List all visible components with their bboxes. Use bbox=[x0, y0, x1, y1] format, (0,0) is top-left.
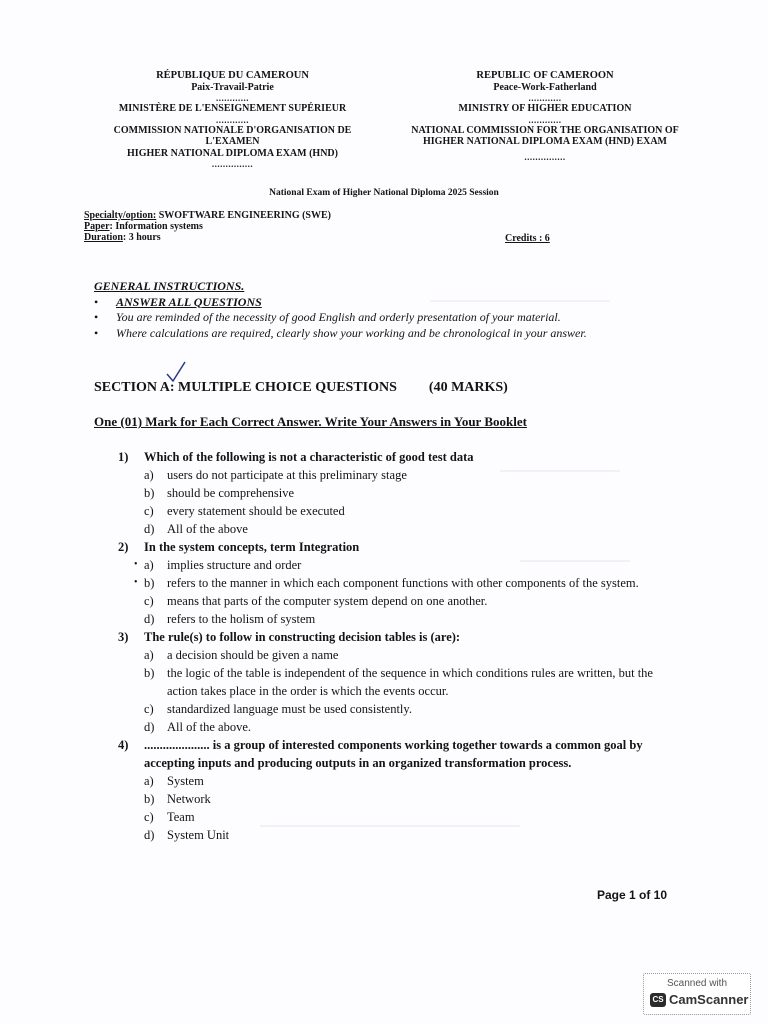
header-right-separator: ............ bbox=[528, 114, 562, 125]
header-right-ministry: MINISTRY OF HIGHER EDUCATION bbox=[458, 103, 632, 114]
pen-mark-icon: • bbox=[134, 577, 138, 588]
section-instruction: One (01) Mark for Each Correct Answer. Write Your Answers in Your Booklet bbox=[94, 414, 527, 429]
instruction-item: • ANSWER ALL QUESTIONS bbox=[94, 295, 587, 311]
answer-option bbox=[118, 664, 678, 700]
header-left bbox=[100, 70, 365, 169]
header-right-motto: Peace-Work-Fatherland bbox=[493, 81, 597, 93]
question-stem bbox=[118, 448, 678, 466]
scanner-name: CamScanner bbox=[669, 992, 749, 1007]
section-title: SECTION A: MULTIPLE CHOICE QUESTIONS (40 MARKS) bbox=[94, 380, 508, 395]
header-left-separator: ............... bbox=[211, 159, 254, 169]
option-text: a decision should be given a name bbox=[167, 648, 339, 662]
header-left-commission-2: L'EXAMEN bbox=[205, 136, 260, 147]
answer-option bbox=[118, 610, 678, 628]
general-instructions-title: GENERAL INSTRUCTIONS. bbox=[94, 279, 245, 293]
section-marks: (40 MARKS) bbox=[428, 380, 508, 395]
option-letter: c) bbox=[144, 810, 154, 824]
answer-option bbox=[118, 484, 678, 502]
question-stem bbox=[118, 538, 678, 556]
question-text: ..................... is a group of interested components working together towards a common goal by accepting inputs and producing outputs in an organized transformation process. bbox=[144, 738, 643, 770]
question-number: 2) bbox=[118, 540, 129, 554]
paper-value: : Information systems bbox=[109, 221, 203, 232]
option-letter: c) bbox=[144, 504, 154, 518]
option-text: Team bbox=[167, 810, 195, 824]
session-title: National Exam of Higher National Diploma 2025 Session bbox=[269, 188, 499, 198]
option-letter: d) bbox=[144, 720, 155, 734]
question-text: The rule(s) to follow in constructing decision tables is (are): bbox=[144, 630, 461, 644]
answer-option bbox=[118, 502, 678, 520]
credits: Credits : 6 bbox=[505, 233, 550, 244]
specialty-label: Specialty/option: bbox=[84, 210, 157, 221]
question-number: 3) bbox=[118, 630, 129, 644]
scanner-watermark bbox=[643, 973, 751, 1015]
question-stem bbox=[118, 628, 678, 646]
instruction-item: • Where calculations are required, clearly show your working and be chronological in your answer. bbox=[94, 326, 587, 342]
option-letter: d) bbox=[144, 522, 155, 536]
answer-option bbox=[118, 790, 678, 808]
option-text: should be comprehensive bbox=[167, 486, 295, 500]
option-text: the logic of the table is independent of the sequence in which conditions rules are written, but the action takes place in the order is which the events occur. bbox=[167, 666, 653, 698]
header-right-separator: ............... bbox=[524, 151, 566, 162]
header-left-motto: Paix-Travail-Patrie bbox=[191, 81, 274, 93]
question-item bbox=[118, 538, 678, 628]
question-item bbox=[118, 736, 678, 844]
option-text: refers to the manner in which each component functions with other components of the system. bbox=[167, 576, 639, 590]
answer-option bbox=[118, 826, 678, 844]
answer-option bbox=[118, 574, 678, 592]
option-letter: c) bbox=[144, 594, 154, 608]
header-left-separator: ............ bbox=[216, 114, 249, 125]
header-right-commission-1: NATIONAL COMMISSION FOR THE ORGANISATION OF bbox=[411, 124, 679, 136]
duration-value: : 3 hours bbox=[122, 232, 161, 243]
instruction-item: • You are reminded of the necessity of good English and orderly presentation of your material. bbox=[94, 310, 587, 326]
option-letter: b) bbox=[144, 792, 155, 806]
paper-label: Paper bbox=[84, 221, 110, 232]
answer-option bbox=[118, 466, 678, 484]
option-text: implies structure and order bbox=[167, 558, 302, 572]
option-letter: b) bbox=[144, 666, 155, 680]
header-left-separator: ............ bbox=[216, 93, 249, 103]
option-text: System Unit bbox=[167, 828, 230, 842]
answer-option bbox=[118, 520, 678, 538]
option-letter: d) bbox=[144, 612, 155, 626]
option-text: users do not participate at this preliminary stage bbox=[167, 468, 407, 482]
header-right-country: REPUBLIC OF CAMEROON bbox=[476, 70, 614, 81]
question-text: Which of the following is not a characteristic of good test data bbox=[144, 450, 474, 464]
scanner-top-text: Scanned with bbox=[666, 978, 728, 989]
option-letter: a) bbox=[144, 468, 154, 482]
option-letter: d) bbox=[144, 828, 155, 842]
header-left-country: RÉPUBLIQUE DU CAMEROUN bbox=[156, 70, 309, 81]
option-text: standardized language must be used consistently. bbox=[167, 702, 412, 716]
exam-meta bbox=[84, 210, 331, 243]
option-letter: b) bbox=[144, 576, 155, 590]
option-letter: a) bbox=[144, 648, 154, 662]
answer-option bbox=[118, 556, 678, 574]
question-text: In the system concepts, term Integration bbox=[144, 540, 360, 554]
option-text: Network bbox=[167, 792, 211, 806]
pen-mark-icon: • bbox=[134, 559, 138, 570]
answer-option bbox=[118, 700, 678, 718]
header-left-exam: HIGHER NATIONAL DIPLOMA EXAM (HND) bbox=[127, 147, 338, 159]
option-text: refers to the holism of system bbox=[167, 612, 316, 626]
header-left-commission-1: COMMISSION NATIONALE D'ORGANISATION DE bbox=[113, 124, 352, 136]
general-instructions bbox=[94, 279, 587, 341]
option-letter: a) bbox=[144, 774, 154, 788]
question-number: 4) bbox=[118, 738, 129, 752]
answer-option bbox=[118, 592, 678, 610]
answer-option bbox=[118, 808, 678, 826]
answer-option bbox=[118, 772, 678, 790]
option-text: every statement should be executed bbox=[167, 504, 345, 518]
option-text: means that parts of the computer system depend on one another. bbox=[167, 594, 488, 608]
question-item bbox=[118, 448, 678, 538]
answer-option bbox=[118, 646, 678, 664]
option-letter: c) bbox=[144, 702, 154, 716]
option-text: All of the above. bbox=[167, 720, 252, 734]
header-left-ministry: MINISTÈRE DE L'ENSEIGNEMENT SUPÉRIEUR bbox=[118, 103, 347, 114]
header-right-commission-2: HIGHER NATIONAL DIPLOMA EXAM (HND) EXAM bbox=[423, 136, 667, 147]
header-right-separator: ............ bbox=[528, 93, 562, 103]
camscanner-logo-icon: CS bbox=[650, 993, 666, 1007]
question-list bbox=[118, 448, 678, 844]
option-text: System bbox=[167, 774, 204, 788]
header-right bbox=[385, 70, 705, 162]
specialty-value: SWOFTWARE ENGINEERING (SWE) bbox=[158, 210, 331, 221]
question-item bbox=[118, 628, 678, 736]
option-text: All of the above bbox=[167, 522, 248, 536]
question-number: 1) bbox=[118, 450, 129, 464]
duration-label: Duration bbox=[84, 232, 123, 243]
page-number: Page 1 of 10 bbox=[597, 888, 668, 902]
answer-option bbox=[118, 718, 678, 736]
option-letter: b) bbox=[144, 486, 155, 500]
option-letter: a) bbox=[144, 558, 154, 572]
question-stem bbox=[118, 736, 678, 772]
